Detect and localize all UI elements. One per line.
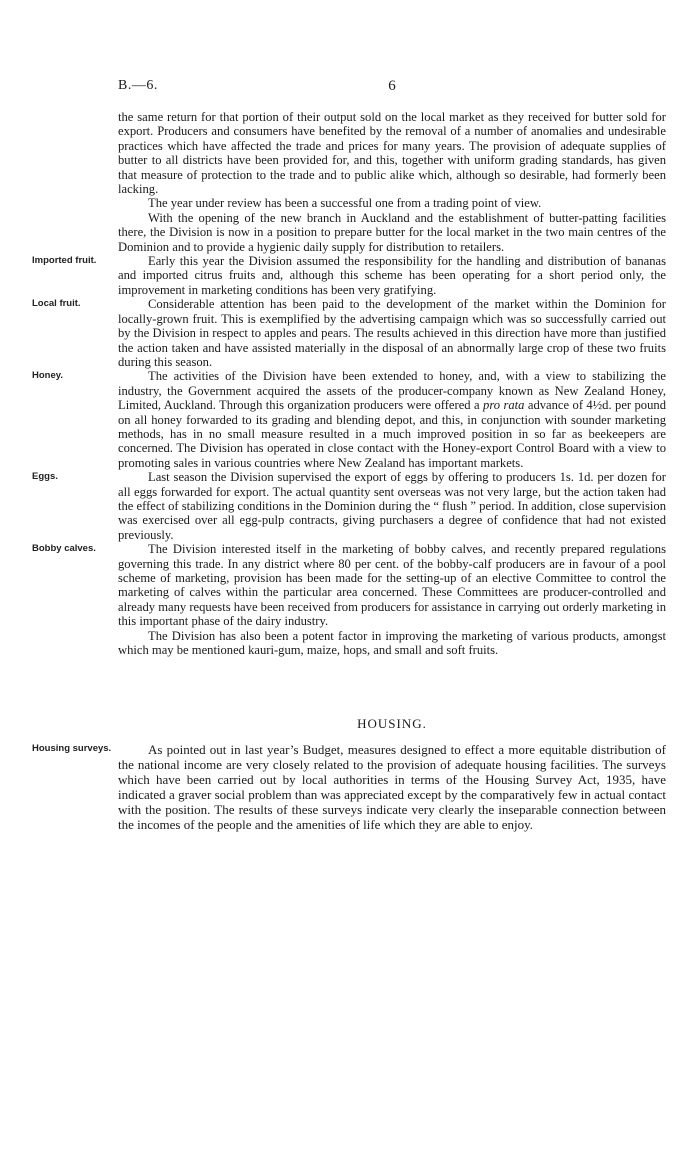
paragraph-text: As pointed out in last year’s Budget, measures designed to effect a more equitable distribution of the national income are very closely related to the provision of adequate housing facilities. The surveys which have been carried out by local authorities in terms of the Housing Survey Act, 1935, have indicated a graver social problem than was appreciated except by the comparatively few in actual contact with the position. The results of these surveys indicate very clearly the inseparable connection between the incomes of the people and the amenities of life which they are able to enjoy.	[118, 741, 666, 832]
section-heading-housing: HOUSING.	[357, 716, 427, 732]
document-reference: B.—6.	[118, 78, 158, 93]
side-heading-bobby-calves: Bobby calves.	[32, 543, 96, 555]
side-heading-honey: Honey.	[32, 370, 63, 382]
paragraph-text-before: The activities of the Division have been extended to honey, and, with a view to stabilizing the industry, the Government acquired the assets of the producer-company known as New Zealand Honey, Limited, Auckland. Through this organization producers were offered a	[118, 369, 666, 413]
body-text	[32, 110, 666, 832]
paragraph-other-products: The Division has also been a potent factor in improving the marketing of various products, amongst which may be mentioned kauri-gum, maize, hops, and small and soft fruits.	[118, 628, 666, 658]
page-number: 6	[388, 78, 396, 94]
paragraph-housing-surveys	[32, 741, 666, 832]
paragraph-local-fruit	[32, 297, 666, 369]
side-heading-local-fruit: Local fruit.	[32, 298, 81, 310]
paragraph-trading-year: The year under review has been a successful one from a trading point of view.	[148, 196, 542, 211]
paragraph-imported-fruit	[32, 254, 666, 297]
side-heading-housing-surveys: Housing surveys.	[32, 742, 112, 754]
paragraph-text: Last season the Division supervised the export of eggs by offering to producers 1s. 1d. per dozen for all eggs forwarded for export. The actual quantity sent overseas was not very large, but the action taken had the effect of stabilizing conditions in the Dominion during the “ flush ” period. In addition, close supervision was exercised over all egg-pulp contracts, giving purchasers a degree of confidence that had not existed previously.	[118, 470, 666, 542]
housing-section	[32, 716, 666, 832]
paragraph-text-after: advance of 4½d. per pound on all honey forwarded to its grading and blending depot, and this, in conjunction with sounder marketing methods, has in no small measure resulted in a much improved position in so far as beekeepers are concerned. The Division has operated in close contact with the Honey-export Control Board with a view to promoting sales in various countries where New Zealand has important markets.	[118, 398, 666, 470]
paragraph-honey	[32, 369, 666, 470]
side-heading-imported-fruit: Imported fruit.	[32, 255, 97, 267]
paragraph-bobby-calves	[32, 542, 666, 629]
paragraph-text: Early this year the Division assumed the responsibility for the handling and distribution of bananas and imported citrus fruits and, although this scheme has been operating for a short period only, the improvement in marketing conditions has been very gratifying.	[118, 254, 666, 297]
paragraph-butter-continued: the same return for that portion of their output sold on the local market as they received for butter sold for export. Producers and consumers have benefited by the removal of a number of anomalies and undesirable practices which have affected the trade and prices for many years. The provision of adequate supplies of butter to all districts have been provided for, and this, together with uniform grading standards, has given that measure of protection to the trade and to public alike which, although so desirable, had formerly been lacking.	[118, 110, 666, 197]
italic-pro-rata: pro rata	[483, 398, 525, 413]
side-heading-eggs: Eggs.	[32, 471, 58, 483]
paragraph-text: The Division interested itself in the marketing of bobby calves, and recently prepared regulations governing this trade. In any district where 80 per cent. of the bobby-calf producers are in favour of a pool scheme of marketing, provision has been made for the setting-up of an elective Committee to control the marketing of calves within the particular area concerned. These Committees are producer-controlled and already many requests have been received from producers for assistance in carrying out orderly marketing in this important phase of the dairy industry.	[118, 542, 666, 629]
page-header	[118, 78, 666, 98]
paragraph-text: Considerable attention has been paid to the development of the market within the Dominion for locally-grown fruit. This is exemplified by the advertising campaign which was so successfully carried out by the Division in respect to apples and pears. The results achieved in this direction have more than justified the action taken and have assisted materially in the disposal of an abnormally large crop of these two fruits during this season.	[118, 297, 666, 369]
paragraph-eggs	[32, 470, 666, 542]
paragraph-auckland-branch: With the opening of the new branch in Auckland and the establishment of butter-patting facilities there, the Division is now in a position to prepare butter for the local market in the two main centres of the Dominion and to provide a hygienic daily supply for distribution to retailers.	[118, 210, 666, 254]
